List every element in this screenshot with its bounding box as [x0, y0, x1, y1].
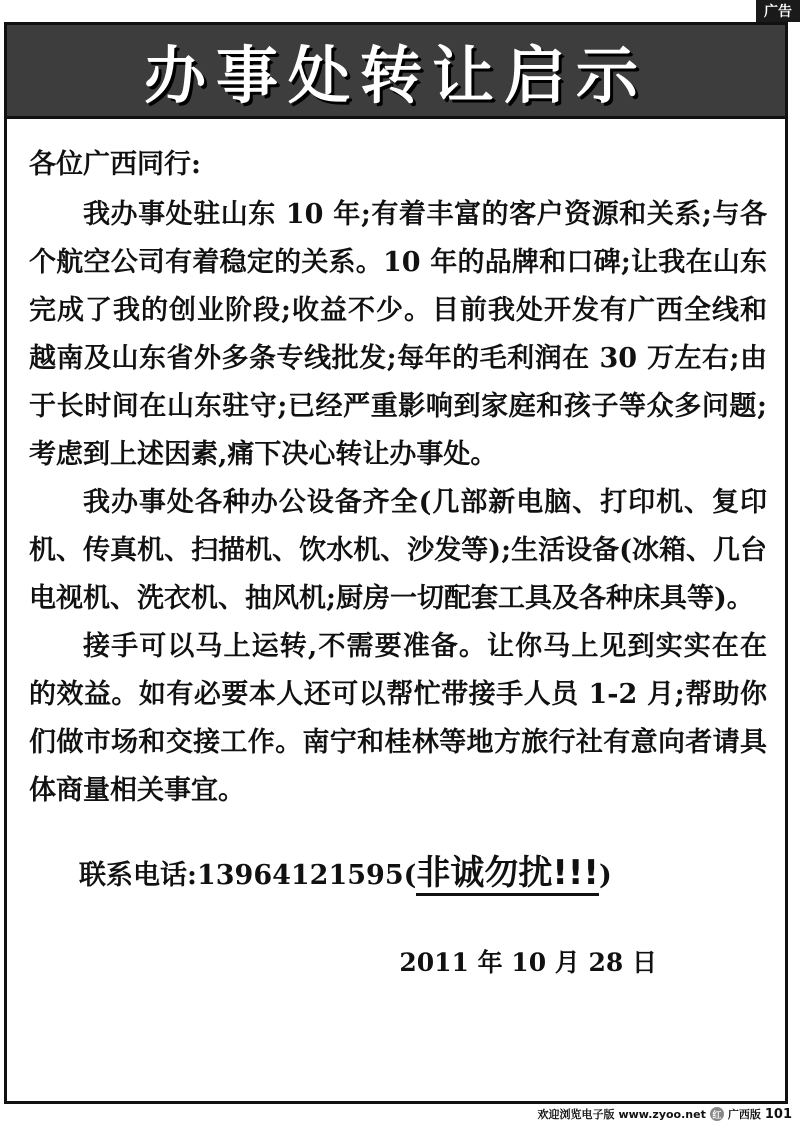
page-number: 101 — [764, 1106, 792, 1122]
footer-url-link[interactable]: www.zyoo.net — [618, 1107, 706, 1121]
contact-emphasis: 非诚勿扰!!! — [416, 853, 599, 896]
ad-tag: 广告 — [756, 0, 800, 22]
page-title: 办事处转让启示 — [143, 39, 648, 112]
greeting: 各位广西同行: — [29, 149, 201, 180]
footer-welcome: 欢迎浏览电子版 — [537, 1108, 615, 1121]
contact-phone: 联系电话:13964121595( — [79, 860, 417, 891]
notice-frame — [4, 22, 788, 1104]
paragraph-3: 接手可以马上运转,不需要准备。让你马上见到实实在在的效益。如有必要本人还可以帮忙带接手人员 1-2 月;帮助你们做市场和交接工作。南宁和桂林等地方旅行社有意向者请具体商量相关事宜。 — [29, 631, 767, 806]
edition-logo-icon: 红 — [710, 1107, 724, 1121]
paragraph-2: 我办事处各种办公设备齐全(几部新电脑、打印机、复印机、传真机、扫描机、饮水机、沙发等);生活设备(冰箱、几台电视机、洗衣机、抽风机;厨房一切配套工具及各种床具等)。 — [29, 487, 767, 614]
notice-body — [7, 119, 785, 979]
footer-edition: 广西版 — [727, 1108, 761, 1121]
title-banner — [7, 25, 785, 119]
contact-line — [29, 851, 767, 901]
notice-date: 2011 年 10 月 28 日 — [399, 948, 657, 977]
paragraph-1: 我办事处驻山东 10 年;有着丰富的客户资源和关系;与各个航空公司有着稳定的关系。10 年的品牌和口碑;让我在山东完成了我的创业阶段;收益不少。目前我处开发有广西全线和越南及山东省外多条专线批发;每年的毛利润在 30 万左右;由于长时间在山东驻守;已经严重影响到家庭和孩子等众多问题;考虑到上述因素,痛下决心转让办事处。 — [29, 199, 767, 470]
page-footer — [0, 1105, 800, 1123]
contact-close: ) — [598, 860, 612, 891]
